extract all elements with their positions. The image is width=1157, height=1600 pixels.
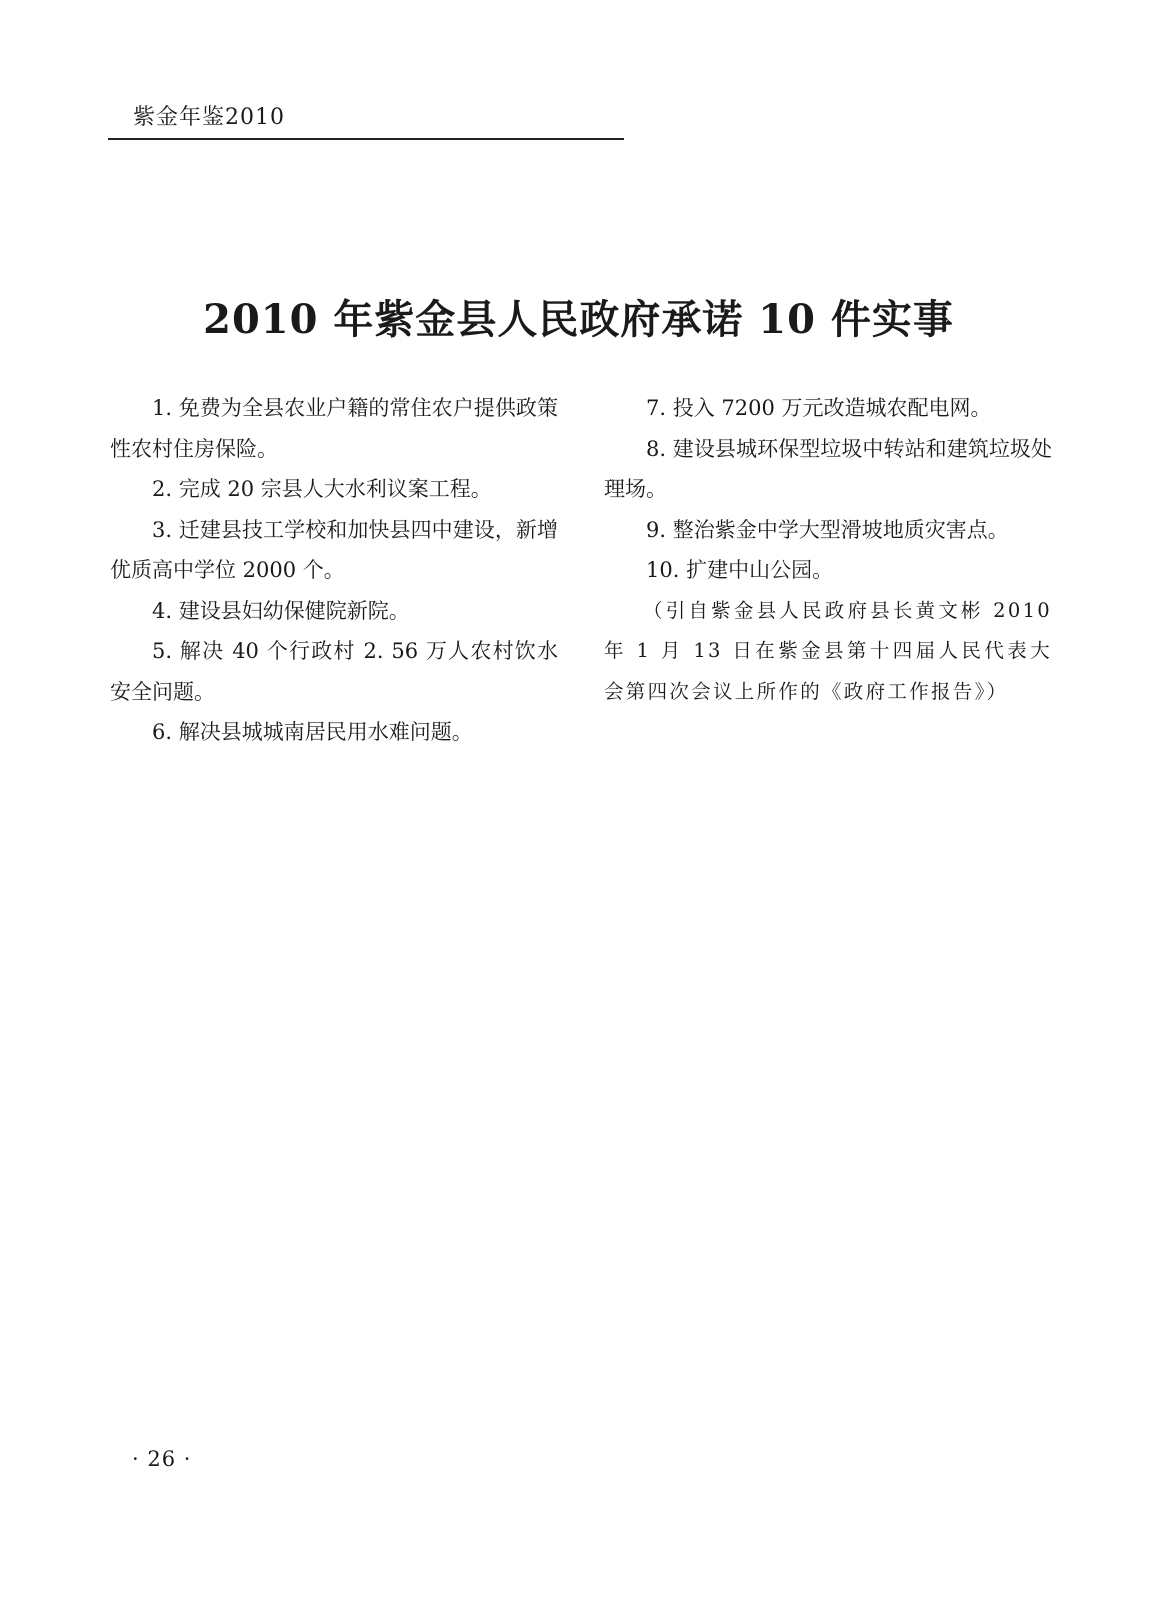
list-item: 10. 扩建中山公园。 bbox=[646, 558, 834, 582]
header-rule bbox=[108, 138, 624, 140]
list-item: 2. 完成 20 宗县人大水利议案工程。 bbox=[152, 477, 492, 501]
page-number: · 26 · bbox=[132, 1447, 192, 1471]
list-item: 3. 迁建县技工学校和加快县四中建设，新增优质高中学位 2000 个。 bbox=[110, 517, 558, 582]
list-item: 6. 解决县城城南居民用水难问题。 bbox=[152, 720, 473, 744]
list-item: 7. 投入 7200 万元改造城农配电网。 bbox=[646, 396, 992, 420]
right-column bbox=[604, 388, 1052, 712]
citation-note: （引自紫金县人民政府县长黄文彬 2010 年 1 月 13 日在紫金县第十四届人民代表大会第四次会议上所作的《政府工作报告》） bbox=[604, 598, 1052, 703]
list-item: 8. 建设县城环保型垃圾中转站和建筑垃圾处理场。 bbox=[604, 436, 1052, 501]
left-column bbox=[110, 388, 558, 753]
list-item: 5. 解决 40 个行政村 2. 56 万人农村饮水安全问题。 bbox=[110, 639, 558, 704]
running-header: 紫金年鉴2010 bbox=[133, 105, 285, 130]
page-title: 2010 年紫金县人民政府承诺 10 件实事 bbox=[203, 296, 954, 343]
list-item: 4. 建设县妇幼保健院新院。 bbox=[152, 598, 410, 623]
list-item: 9. 整治紫金中学大型滑坡地质灾害点。 bbox=[646, 517, 1009, 542]
list-item: 1. 免费为全县农业户籍的常住农户提供政策性农村住房保险。 bbox=[110, 396, 558, 461]
